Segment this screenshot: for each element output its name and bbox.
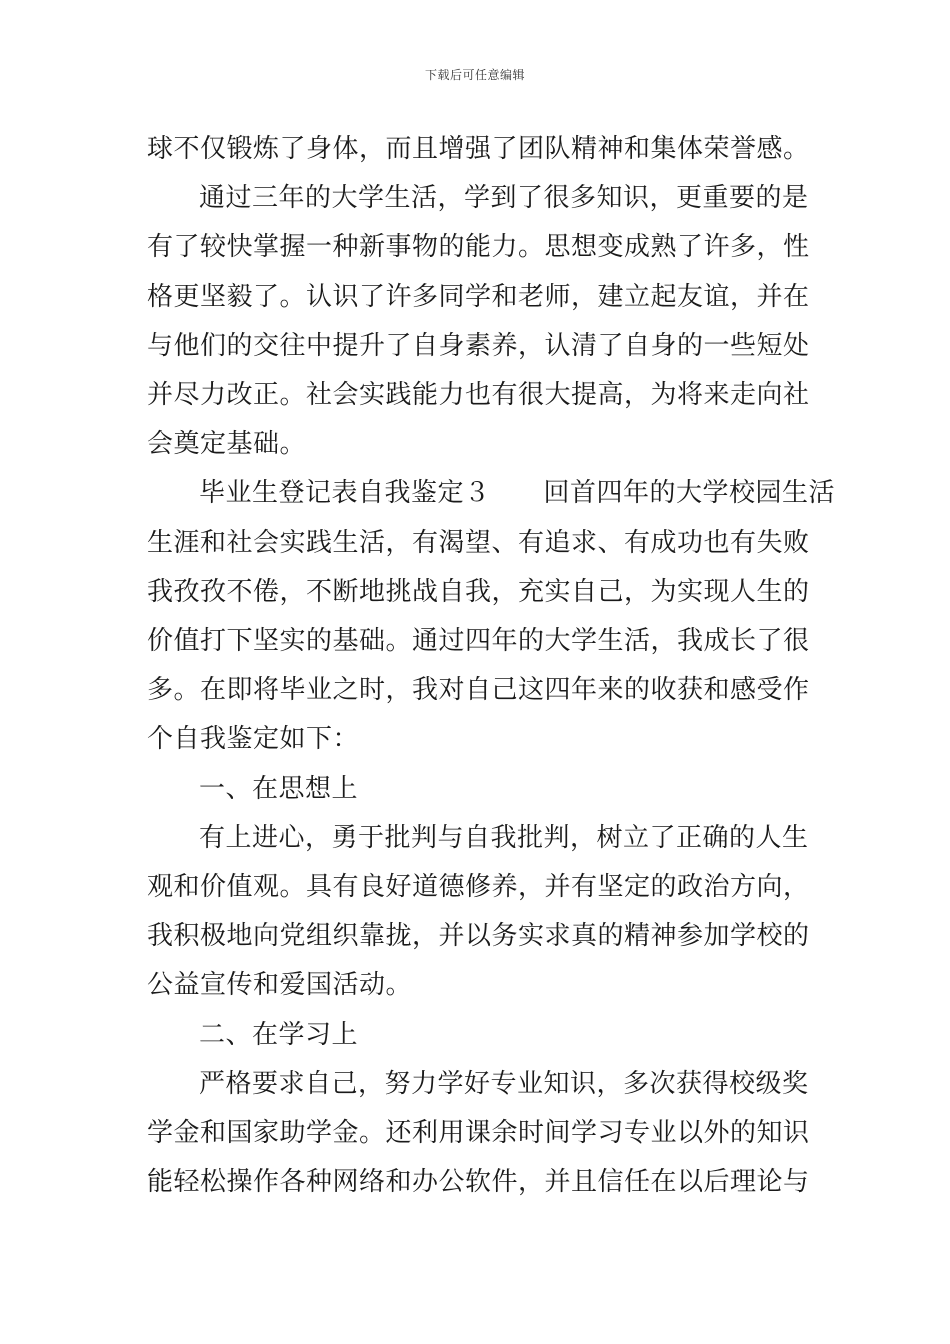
section-heading: 一、在思想上 — [199, 773, 359, 804]
text-line: 球不仅锻炼了身体，而且增强了团队精神和集体荣誉感。 — [147, 134, 810, 164]
page-header: 下载后可任意编辑 — [424, 68, 525, 82]
text-line: 学金和国家助学金。还利用课余时间学习专业以外的知识 — [147, 1118, 810, 1148]
text-line: 价值打下坚实的基础。通过四年的大学生活，我成长了很 — [147, 626, 810, 656]
text-line: 能轻松操作各种网络和办公软件，并且信任在以后理论与 — [147, 1167, 810, 1198]
text-line: 会奠定基础。 — [147, 429, 307, 460]
section-heading: 二、在学习上 — [199, 1019, 359, 1050]
text-line: 观和价值观。具有良好道德修养，并有坚定的政治方向， — [147, 872, 810, 902]
text-line: 有上进心，勇于批判与自我批判，树立了正确的人生 — [199, 822, 809, 853]
text-line: 公益宣传和爱国活动。 — [147, 970, 413, 1001]
text-line: 通过三年的大学生活，学到了很多知识，更重要的是 — [199, 183, 809, 214]
text-line: 严格要求自己，努力学好专业知识，多次获得校级奖 — [199, 1068, 809, 1099]
text-line: 毕业生登记表自我鉴定３ 回首四年的大学校园生活 — [199, 478, 836, 509]
text-line: 多。在即将毕业之时，我对自己这四年来的收获和感受作 — [147, 675, 810, 706]
text-line: 有了较快掌握一种新事物的能力。思想变成熟了许多，性 — [147, 232, 810, 263]
text-line: 个自我鉴定如下： — [147, 724, 360, 755]
text-line: 我孜孜不倦，不断地挑战自我，充实自己，为实现人生的 — [147, 576, 810, 607]
text-line: 生涯和社会实践生活，有渴望、有追求、有成功也有失败 — [147, 527, 810, 558]
text-line: 与他们的交往中提升了自身素养，认清了自身的一些短处 — [147, 330, 810, 361]
text-line: 并尽力改正。社会实践能力也有很大提高，为将来走向社 — [147, 380, 810, 410]
text-line: 我积极地向党组织靠拢，并以务实求真的精神参加学校的 — [147, 921, 810, 952]
text-line: 格更坚毅了。认识了许多同学和老师，建立起友谊，并在 — [147, 281, 810, 312]
